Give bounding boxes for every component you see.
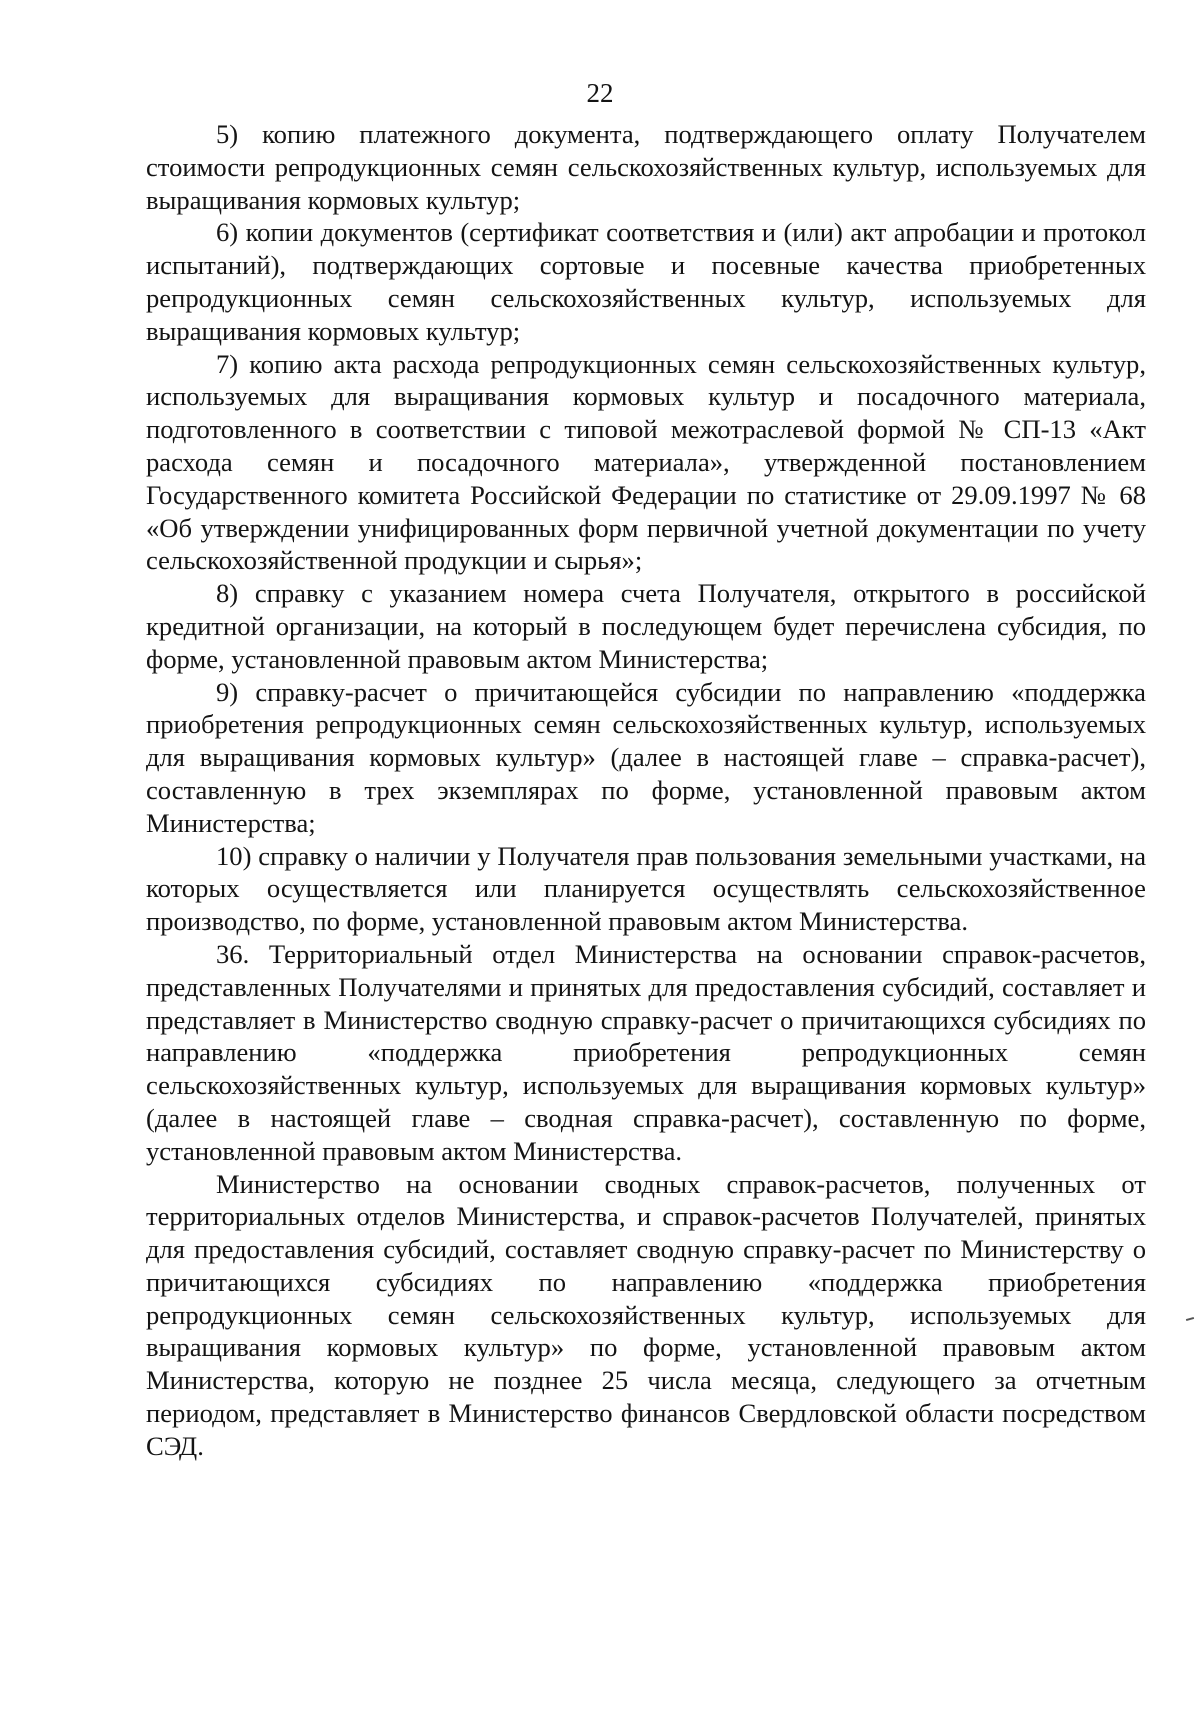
paragraph-item-7: 7) копию акта расхода репродукционных семян сельскохозяйственных культур, используемых для выращивания кормовых культур и посадочного материала, подготовленного в соответствии с типовой межотраслевой формой № СП-13 «Акт расхода семян и посадочного материала», утвержденной постановлением Государственного комитета Российской Федерации по статистике от 29.09.1997 № 68 «Об утверждении унифицированных форм первичной учетной документации по учету сельскохозяйственной продукции и сырья»; [146,348,1146,576]
scan-artifact-mark [1186,1317,1194,1321]
paragraph-item-9: 9) справку-расчет о причитающейся субсидии по направлению «поддержка приобретения репродукционных семян сельскохозяйственных культур, используемых для выращивания кормовых культур» (далее в настоящей главе – справка-расчет), составленную в трех экземплярах по форме, установленной правовым актом Министерства; [146,676,1146,838]
document-body [146,118,1146,1463]
page-number: 22 [586,78,614,108]
paragraph-clause-36: 36. Территориальный отдел Министерства на основании справок-расчетов, представленных Получателями и принятых для предоставления субсидий, составляет и представляет в Министерство сводную справку-расчет о причитающихся субсидиях по направлению «поддержка приобретения репродукционных семян сельскохозяйственных культур, используемых для выращивания кормовых культур» (далее в настоящей главе – сводная справка-расчет), составленную по форме, установленной правовым актом Министерства. [146,938,1146,1166]
paragraph-item-8: 8) справку с указанием номера счета Получателя, открытого в российской кредитной организации, на который в последующем будет перечислена субсидия, по форме, установленной правовым актом Министерства; [146,578,1146,674]
paragraph-ministry-summary: Министерство на основании сводных справок-расчетов, полученных от территориальных отделов Министерства, и справок-расчетов Получателей, принятых для предоставления субсидий, составляет сводную справку-расчет по Министерству о причитающихся субсидиях по направлению «поддержка приобретения репродукционных семян сельскохозяйственных культур, используемых для выращивания кормовых культур» по форме, установленной правовым актом Министерства, которую не позднее 25 числа месяца, следующего за отчетным периодом, представляет в Министерство финансов Свердловской области посредством СЭД. [146,1168,1146,1461]
paragraph-item-5: 5) копию платежного документа, подтверждающего оплату Получателем стоимости репродукционных семян сельскохозяйственных культур, используемых для выращивания кормовых культур; [146,119,1146,215]
paragraph-item-6: 6) копии документов (сертификат соответствия и (или) акт апробации и протокол испытаний), подтверждающих сортовые и посевные качества приобретенных репродукционных семян сельскохозяйственных культур, используемых для выращивания кормовых культур; [146,217,1146,346]
paragraph-item-10: 10) справку о наличии у Получателя прав пользования земельными участками, на которых осуществляется или планируется осуществлять сельскохозяйственное производство, по форме, установленной правовым актом Министерства. [146,840,1146,937]
